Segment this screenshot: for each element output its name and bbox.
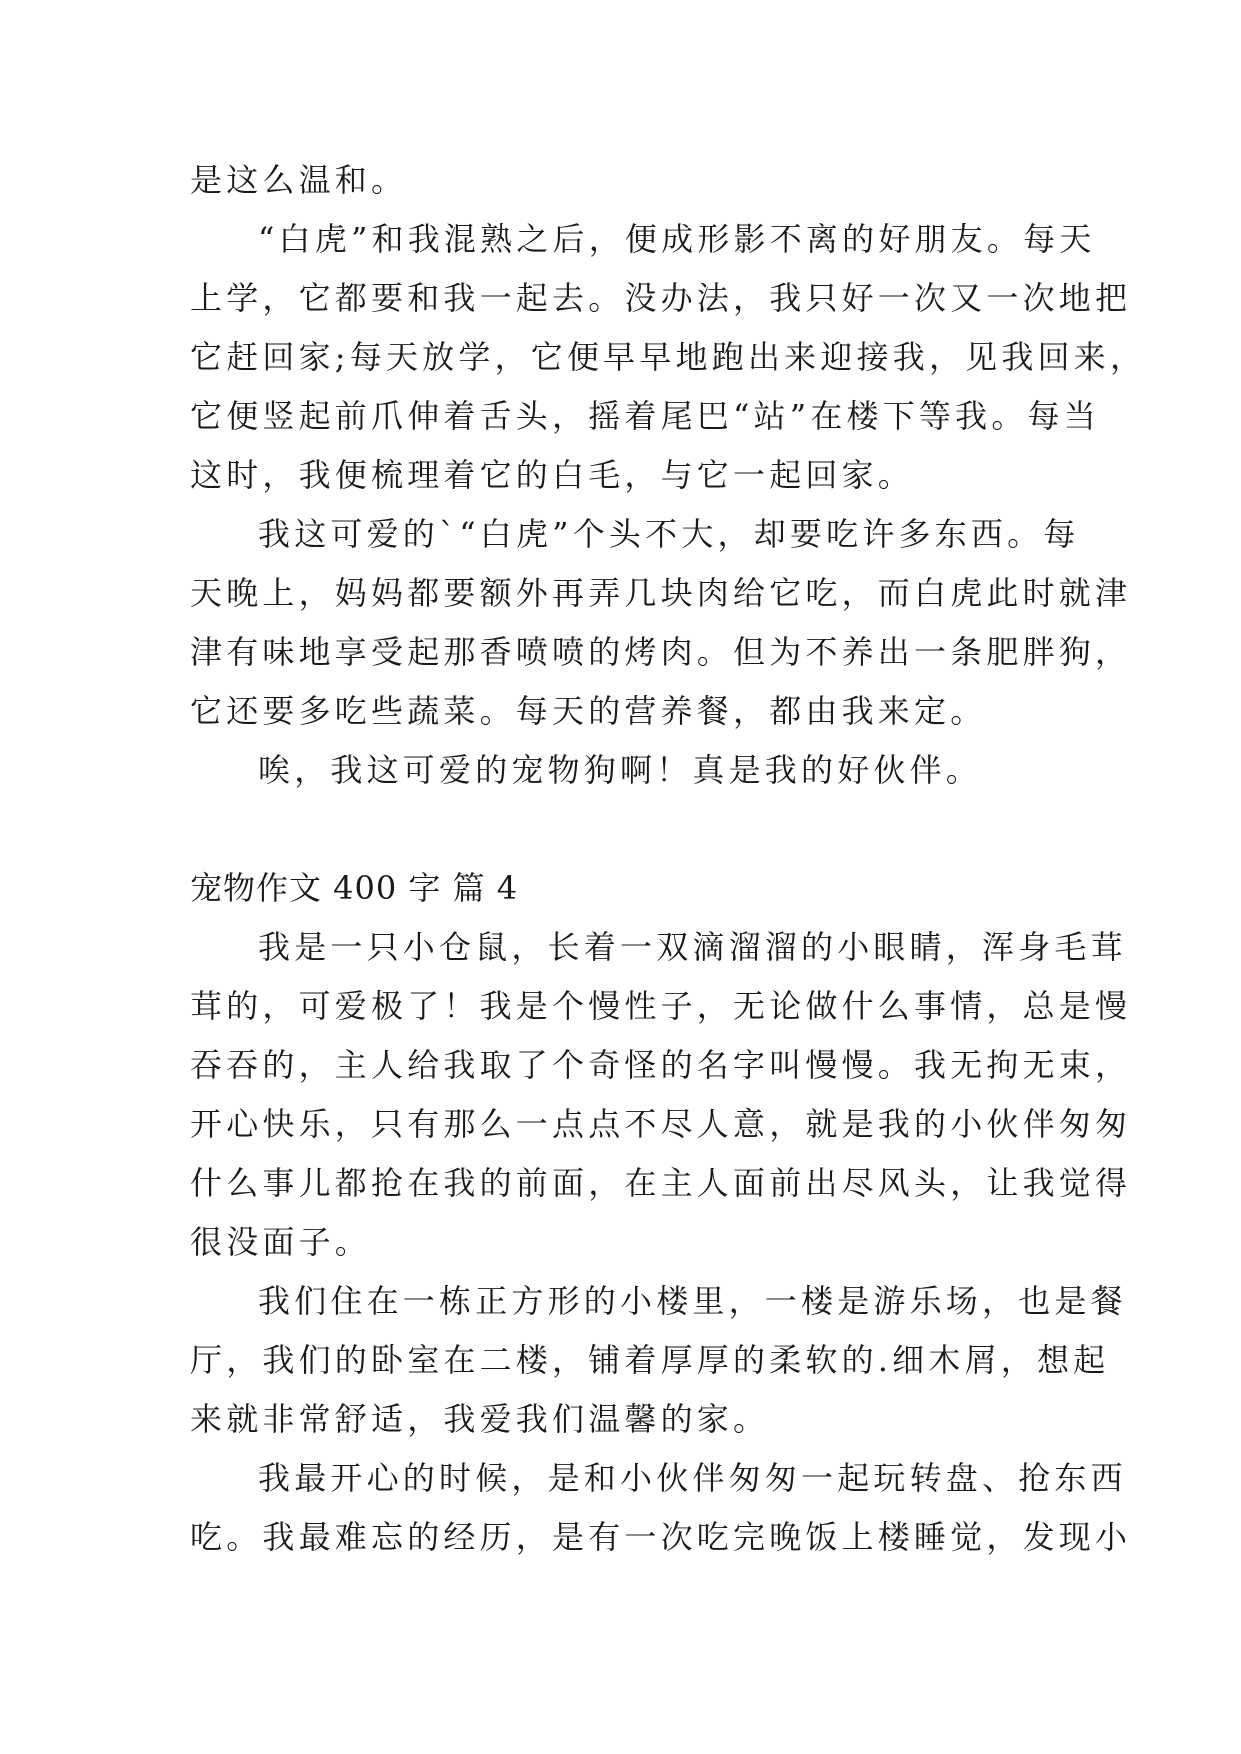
text-line: 很没面子。	[190, 1223, 372, 1261]
paragraph-start-line: 唉，我这可爱的宠物狗啊！真是我的好伙伴。	[258, 751, 983, 789]
text-line: 它赶回家;每天放学，它便早早地跑出来迎接我，见我回来，	[190, 338, 1147, 376]
text-line: 什么事儿都抢在我的前面，在主人面前出尽风头，让我觉得	[190, 1164, 1132, 1202]
text-line: 开心快乐，只有那么一点点不尽人意，就是我的小伙伴匆匆	[190, 1105, 1132, 1143]
text-line: 上学，它都要和我一起去。没办法，我只好一次又一次地把	[190, 279, 1132, 317]
text-line: 吃。我最难忘的经历，是有一次吃完晚饭上楼睡觉，发现小	[190, 1518, 1132, 1556]
paragraph-start-line: 我最开心的时候，是和小伙伴匆匆一起玩转盘、抢东西	[258, 1459, 1127, 1497]
paragraph-start-line: 我们住在一栋正方形的小楼里，一楼是游乐场，也是餐	[258, 1282, 1127, 1320]
text-line: 厅，我们的卧室在二楼，铺着厚厚的柔软的.细木屑，想起	[190, 1341, 1110, 1379]
text-line: 是这么温和。	[190, 161, 408, 199]
text-line: 这时，我便梳理着它的白毛，与它一起回家。	[190, 456, 915, 494]
text-line: 茸的，可爱极了！我是个慢性子，无论做什么事情，总是慢	[190, 987, 1132, 1025]
section-heading: 宠物作文 400 字 篇 4	[190, 869, 519, 907]
text-line: 天晚上，妈妈都要额外再弄几块肉给它吃，而白虎此时就津	[190, 574, 1132, 612]
text-line: 它便竖起前爪伸着舌头，摇着尾巴“站”在楼下等我。每当	[190, 397, 1100, 435]
paragraph-start-line: 我是一只小仓鼠，长着一双滴溜溜的小眼睛，浑身毛茸	[258, 928, 1127, 966]
paragraph-start-line: 我这可爱的`“白虎”个头不大，却要吃许多东西。每	[258, 515, 1080, 553]
text-line: 吞吞的，主人给我取了个奇怪的名字叫慢慢。我无拘无束，	[190, 1046, 1132, 1084]
text-line: 津有味地享受起那香喷喷的烤肉。但为不养出一条肥胖狗，	[190, 633, 1132, 671]
text-line: 来就非常舒适，我爱我们温馨的家。	[190, 1400, 770, 1438]
text-line: 它还要多吃些蔬菜。每天的营养餐，都由我来定。	[190, 692, 987, 730]
paragraph-start-line: “白虎”和我混熟之后，便成形影不离的好朋友。每天	[258, 220, 1096, 258]
